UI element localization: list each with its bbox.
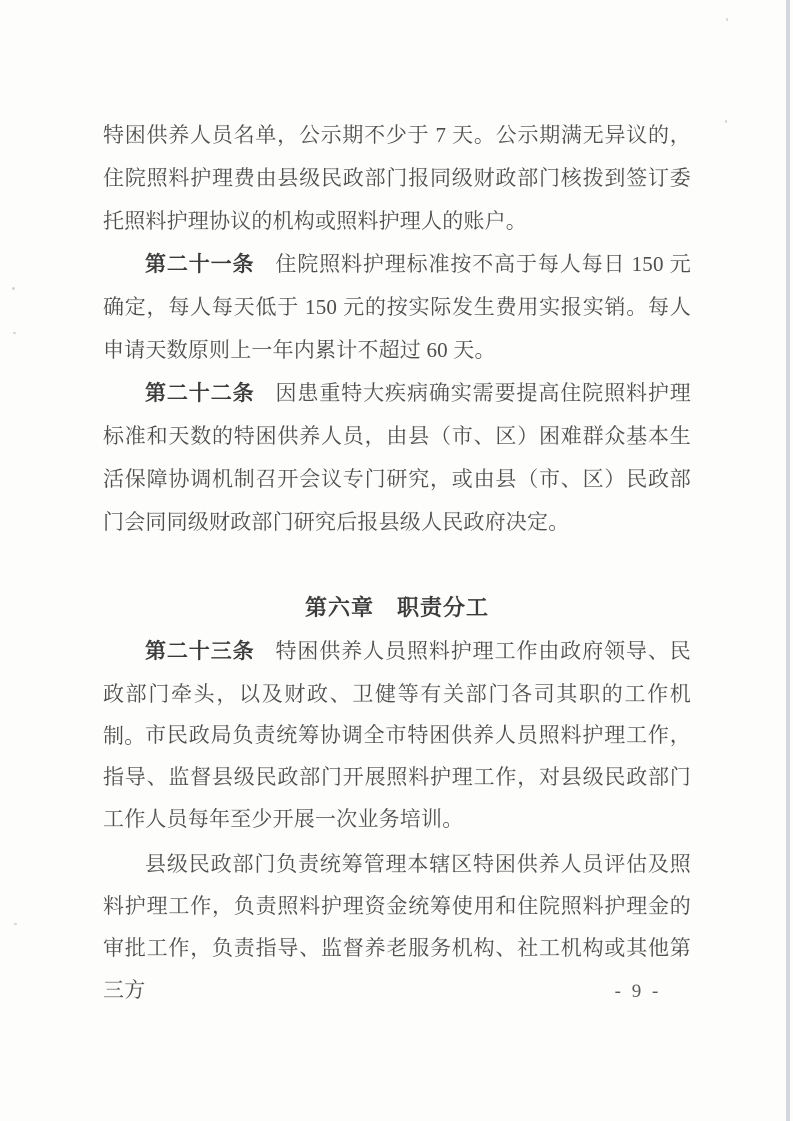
page-number: - 9 - (614, 981, 662, 1002)
article-22-text: 因患重特大疾病确实需要提高住院照料护理标准和天数的特困供养人员，由县（市、区）困难群众基本生活保障协调机制召开会议专门研究，或由县（市、区）民政部门会同同级财政部门研究后报县级人民政府决定。 (103, 381, 691, 534)
paragraph-city-civil-affairs: 市民政局负责统筹协调全市特困供养人员照料护理工作，指导、监督县级民政部门开展照料护理工作，对县级民政部门工作人员每年至少开展一次业务培训。 (103, 723, 691, 831)
article-22-label: 第二十二条 (145, 382, 255, 405)
scan-speck (12, 287, 15, 290)
scan-right-edge-line (786, 0, 790, 1121)
article-23-text: 特困供养人员照料护理工作由政府领导、民政部门牵头，以及财政、卫健等有关部门各司其职的工作机制。 (103, 639, 691, 748)
chapter-6-heading: 第六章 职责分工 (304, 595, 489, 620)
scan-speck (725, 120, 727, 123)
article-21 (103, 243, 691, 372)
article-22 (103, 372, 691, 544)
article-23-label: 第二十三条 (145, 640, 255, 663)
article-21-label: 第二十一条 (145, 253, 255, 276)
scan-speck (726, 18, 728, 21)
paragraph-continuation: 特困供养人员名单，公示期不少于 7 天。公示期满无异议的，住院照料护理费由县级民政部门报同级财政部门核拨到签订委托照料护理协议的机构或照料护理人的账户。 (103, 123, 691, 233)
scan-speck (13, 332, 16, 334)
article-21-text: 住院照料护理标准按不高于每人每日 150 元确定，每人每天低于 150 元的按实际发生费用实报实销。每人申请天数原则上一年内累计不超过 60 天。 (103, 252, 691, 362)
paragraph-county-civil-affairs: 县级民政部门负责统筹管理本辖区特困供养人员评估及照料护理工作，负责照料护理资金统筹使用和住院照料护理金的审批工作，负责指导、监督养老服务机构、社工机构或其他第三方 (103, 852, 691, 1002)
scan-speck (14, 923, 17, 925)
